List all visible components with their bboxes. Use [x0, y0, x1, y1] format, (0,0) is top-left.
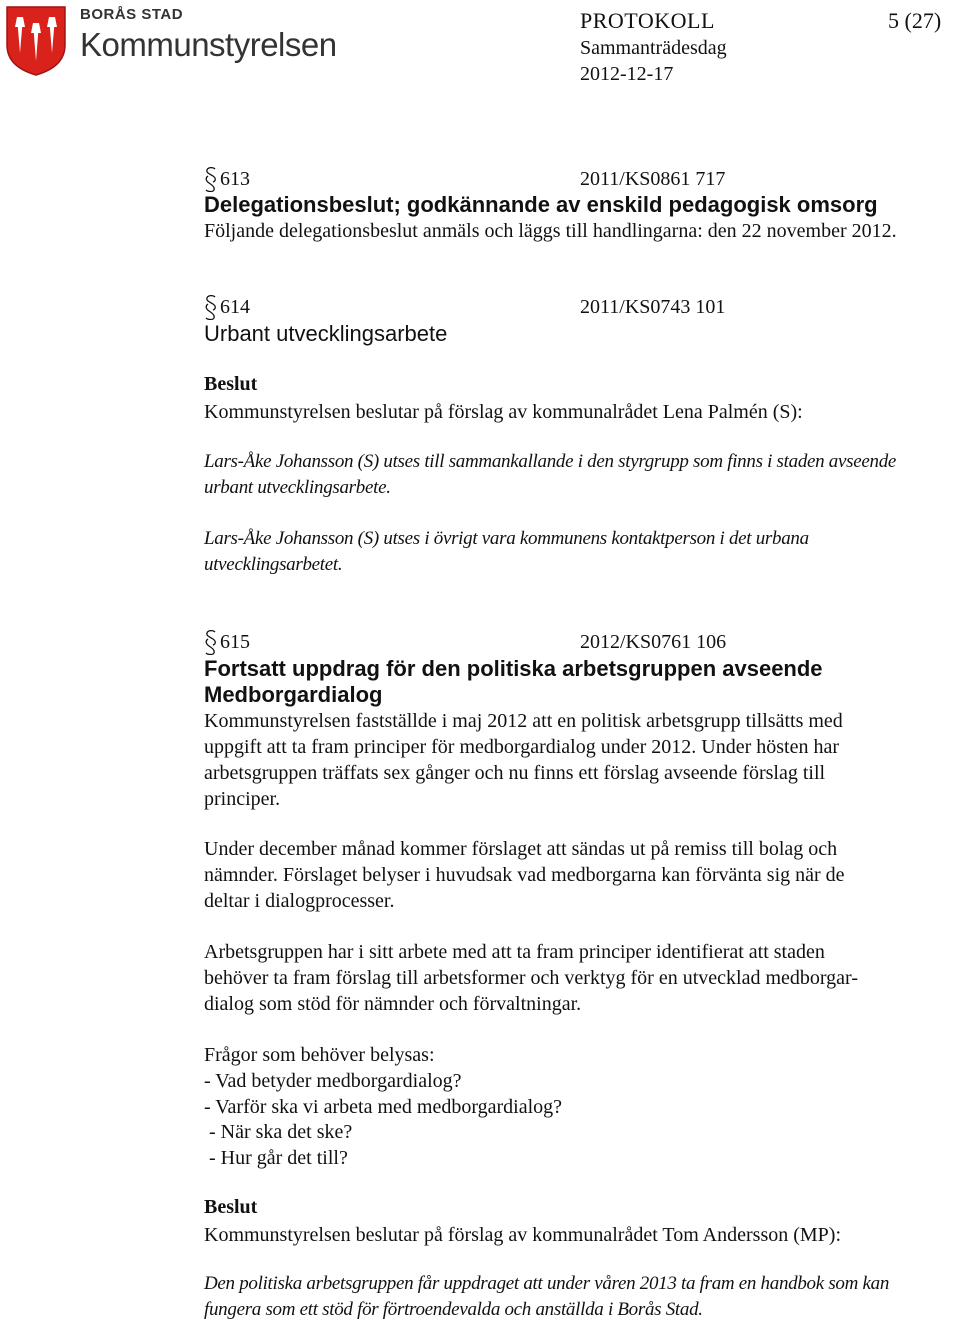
decision-text: Lars-Åke Johansson (S) utses till sammankallande i den styrgrupp som finns i staden avseende: [204, 451, 897, 472]
section-number: 614: [220, 296, 250, 318]
section-number: 615: [220, 631, 250, 653]
org-name-label: Kommunstyrelsen: [80, 26, 337, 63]
paragraph-line: deltar i dialogprocesser.: [204, 890, 395, 912]
beslut-intro: Kommunstyrelsen beslutar på förslag av kommunalrådet Tom Andersson (MP):: [204, 1224, 842, 1246]
beslut-intro: Kommunstyrelsen beslutar på förslag av kommunalrådet Lena Palmén (S):: [204, 401, 803, 423]
meeting-date: 2012-12-17: [580, 63, 674, 85]
section-number: 613: [220, 168, 250, 190]
doc-type: PROTOKOLL: [580, 8, 715, 33]
section-body: Följande delegationsbeslut anmäls och läggs till handlingarna: den 22 november 2012.: [204, 220, 897, 242]
org-city-label: BORÅS STAD: [80, 6, 184, 23]
question-item: - Hur går det till?: [204, 1147, 348, 1169]
section-title: Delegationsbeslut; godkännande av enskild pedagogisk omsorg: [204, 192, 878, 217]
meeting-label: Sammanträdesdag: [580, 37, 727, 59]
diarienummer: 2012/KS0761 106: [580, 631, 727, 653]
beslut-heading: Beslut: [204, 1196, 258, 1218]
paragraph-line: principer.: [204, 788, 281, 810]
paragraph-line: Arbetsgruppen har i sitt arbete med att ta fram principer identifierat att staden: [204, 941, 825, 963]
paragraph-line: uppgift att ta fram principer för medborgardialog under 2012. Under hösten har: [204, 736, 839, 758]
diarienummer: 2011/KS0743 101: [580, 296, 726, 318]
section-sign-icon: [204, 294, 218, 320]
decision-text: fungera som ett stöd för förtroendevalda och anställda i Borås Stad.: [204, 1299, 703, 1320]
paragraph-line: Under december månad kommer förslaget att sändas ut på remiss till bolag och: [204, 838, 838, 860]
paragraph-line: arbetsgruppen träffats sex gånger och nu finns ett förslag avseende förslag till: [204, 762, 826, 784]
paragraph-line: dialog som stöd för nämnder och förvaltningar.: [204, 993, 582, 1015]
diarienummer: 2011/KS0861 717: [580, 168, 726, 190]
decision-text: utvecklingsarbetet.: [204, 554, 343, 575]
decision-text: Den politiska arbetsgruppen får uppdraget att under våren 2013 ta fram en handbok som kan: [204, 1273, 890, 1294]
section-title: Medborgardialog: [204, 682, 383, 707]
beslut-heading: Beslut: [204, 373, 258, 395]
paragraph-line: behöver ta fram förslag till arbetsformer och verktyg för en utvecklad medborgar-: [204, 967, 858, 989]
questions-intro: Frågor som behöver belysas:: [204, 1044, 435, 1066]
question-item: - När ska det ske?: [204, 1121, 353, 1143]
boras-coat-of-arms-logo: [5, 5, 67, 77]
decision-text: urbant utvecklingsarbete.: [204, 477, 391, 498]
paragraph-line: nämnder. Förslaget belyser i huvudsak vad medborgarna kan förvänta sig när de: [204, 864, 845, 886]
section-title: Fortsatt uppdrag för den politiska arbetsgruppen avseende: [204, 656, 823, 681]
section-title: Urbant utvecklingsarbete: [204, 321, 448, 346]
question-item: - Vad betyder medborgardialog?: [204, 1070, 462, 1092]
question-item: - Varför ska vi arbeta med medborgardialog?: [204, 1096, 563, 1118]
section-sign-icon: [204, 629, 218, 655]
decision-text: Lars-Åke Johansson (S) utses i övrigt vara kommunens kontaktperson i det urbana: [204, 528, 809, 549]
paragraph-line: Kommunstyrelsen fastställde i maj 2012 att en politisk arbetsgrupp tillsätts med: [204, 710, 843, 732]
section-sign-icon: [204, 166, 218, 192]
page-number: 5 (27): [888, 8, 942, 33]
